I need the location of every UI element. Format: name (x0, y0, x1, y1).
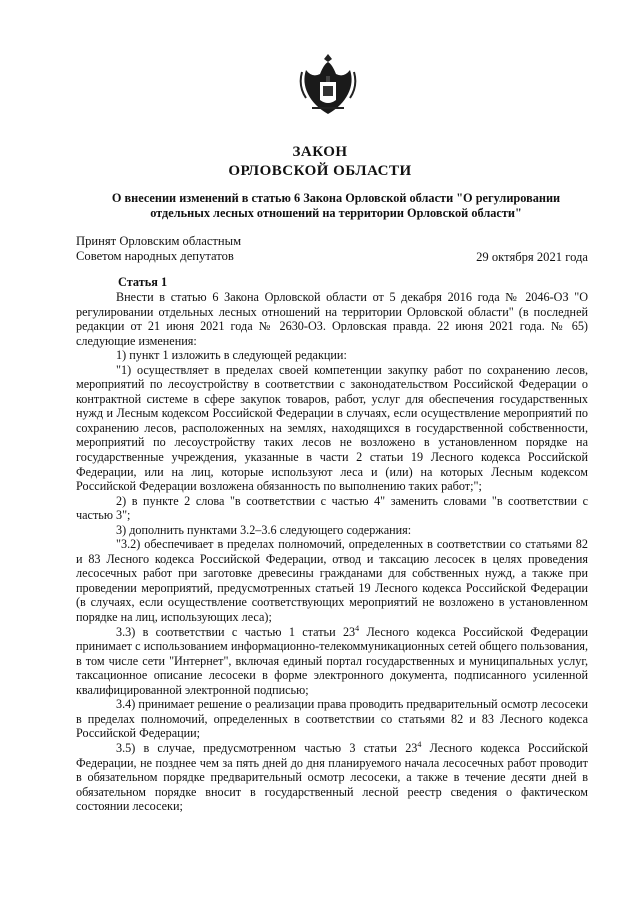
adoption-note (76, 234, 241, 264)
subtitle-line: отдельных лесных отношений на территории Орловской области" (150, 206, 522, 220)
law-title: ЗАКОН (292, 144, 348, 160)
paragraph-start: 3.5) в случае, предусмотренном частью 3 статьи 23 (116, 740, 418, 755)
paragraph: 2) в пункте 2 слова "в соответствии с частью 4" заменить словами "в соответствии с частью 3"; (76, 493, 588, 523)
paragraph: 3.4) принимает решение о реализации права проводить предварительный осмотр лесосеки в пределах полномочий, определенных в соответствии со статьями 82 и 83 Лесного кодекса Российской Федерации; (76, 697, 588, 741)
superscript: 4 (355, 623, 360, 633)
paragraph: "3.2) обеспечивает в пределах полномочий, определенных в соответствии со статьями 82 и 83 Лесного кодекса Российской Федерации, отвод и таксацию лесосек в целях проведения лесосечных работ при заготовке древесины гражданами для собственных нужд, а также при проведении мероприятий, предусмотренных статьей 19 Лесного кодекса Российской Федерации (в случаях, если осуществление соответствующих мероприятий не возложено в установленном порядке на лиц, использующих леса); (76, 537, 588, 625)
paragraph: Внести в статью 6 Закона Орловской области от 5 декабря 2016 года № 2046-ОЗ "О регулировании отдельных лесных отношений на территории Орловской области" (в последней редакции от 21 июня 2021 года № 2630-ОЗ. Орловская правда. 22 июня 2021 года. № 65) следующие изменения: (76, 290, 588, 348)
paragraph: "1) осуществляет в пределах своей компетенции закупку работ по сохранению лесов, мероприятий по лесоустройству в соответствии с законодательством Российской Федерации о контрактной системе в сфере закупок товаров, работ, услуг для обеспечения государственных нужд и Лесным кодексом Российской Федерации в случаях, если осуществление мероприятий по сохранению лесов, расположенных на землях, находящихся в государственной собственности, мероприятий по лесоустройству таких лесов не возложено в установленном порядке на государственные учреждения, указанные в части 2 статьи 19 Лесного кодекса Российской Федерации, или на лиц, которые используют леса и (или) на которых Лесным кодексом Российской Федерации возложена обязанность по выполнению таких работ;"; (76, 362, 588, 494)
paragraph-rest: Лесного кодекса Российской Федерации, не позднее чем за пять дней до дня планируемого начала лесосечных работ проводит в обязательном порядке предварительный осмотр лесосеки, а также в течение десяти дней в обязательном порядке вносит в государственный лесной реестр сведения о фактическом состоянии лесосеки; (76, 740, 588, 814)
paragraph (76, 625, 588, 698)
paragraph-rest: Лесного кодекса Российской Федерации принимает с использованием информационно-телекоммуникационных сетей общего пользования, в том числе сети "Интернет", включая единый портал государственных и муниципальных услуг, таксационное описание лесосеки в форме электронного документа, подписанного усиленной квалифицированной электронной подписью; (76, 624, 588, 697)
paragraph-start: 3.3) в соответствии с частью 1 статьи 23 (116, 624, 356, 639)
coat-of-arms-emblem (298, 52, 358, 118)
adoption-line: Принят Орловским областным (76, 234, 242, 248)
adoption-line: Советом народных депутатов (76, 249, 234, 263)
article-heading: Статья 1 (118, 275, 168, 289)
paragraph (76, 741, 588, 814)
law-subtitle (96, 191, 576, 221)
article-body (76, 290, 588, 814)
superscript: 4 (417, 739, 422, 749)
subtitle-line: О внесении изменений в статью 6 Закона Орловской области "О регулировании (111, 191, 561, 205)
law-region-title: ОРЛОВСКОЙ ОБЛАСТИ (228, 163, 412, 179)
adoption-date: 29 октября 2021 года (476, 250, 588, 264)
paragraph: 1) пункт 1 изложить в следующей редакции: (116, 348, 347, 363)
paragraph: 3) дополнить пунктами 3.2–3.6 следующего содержания: (116, 522, 412, 537)
